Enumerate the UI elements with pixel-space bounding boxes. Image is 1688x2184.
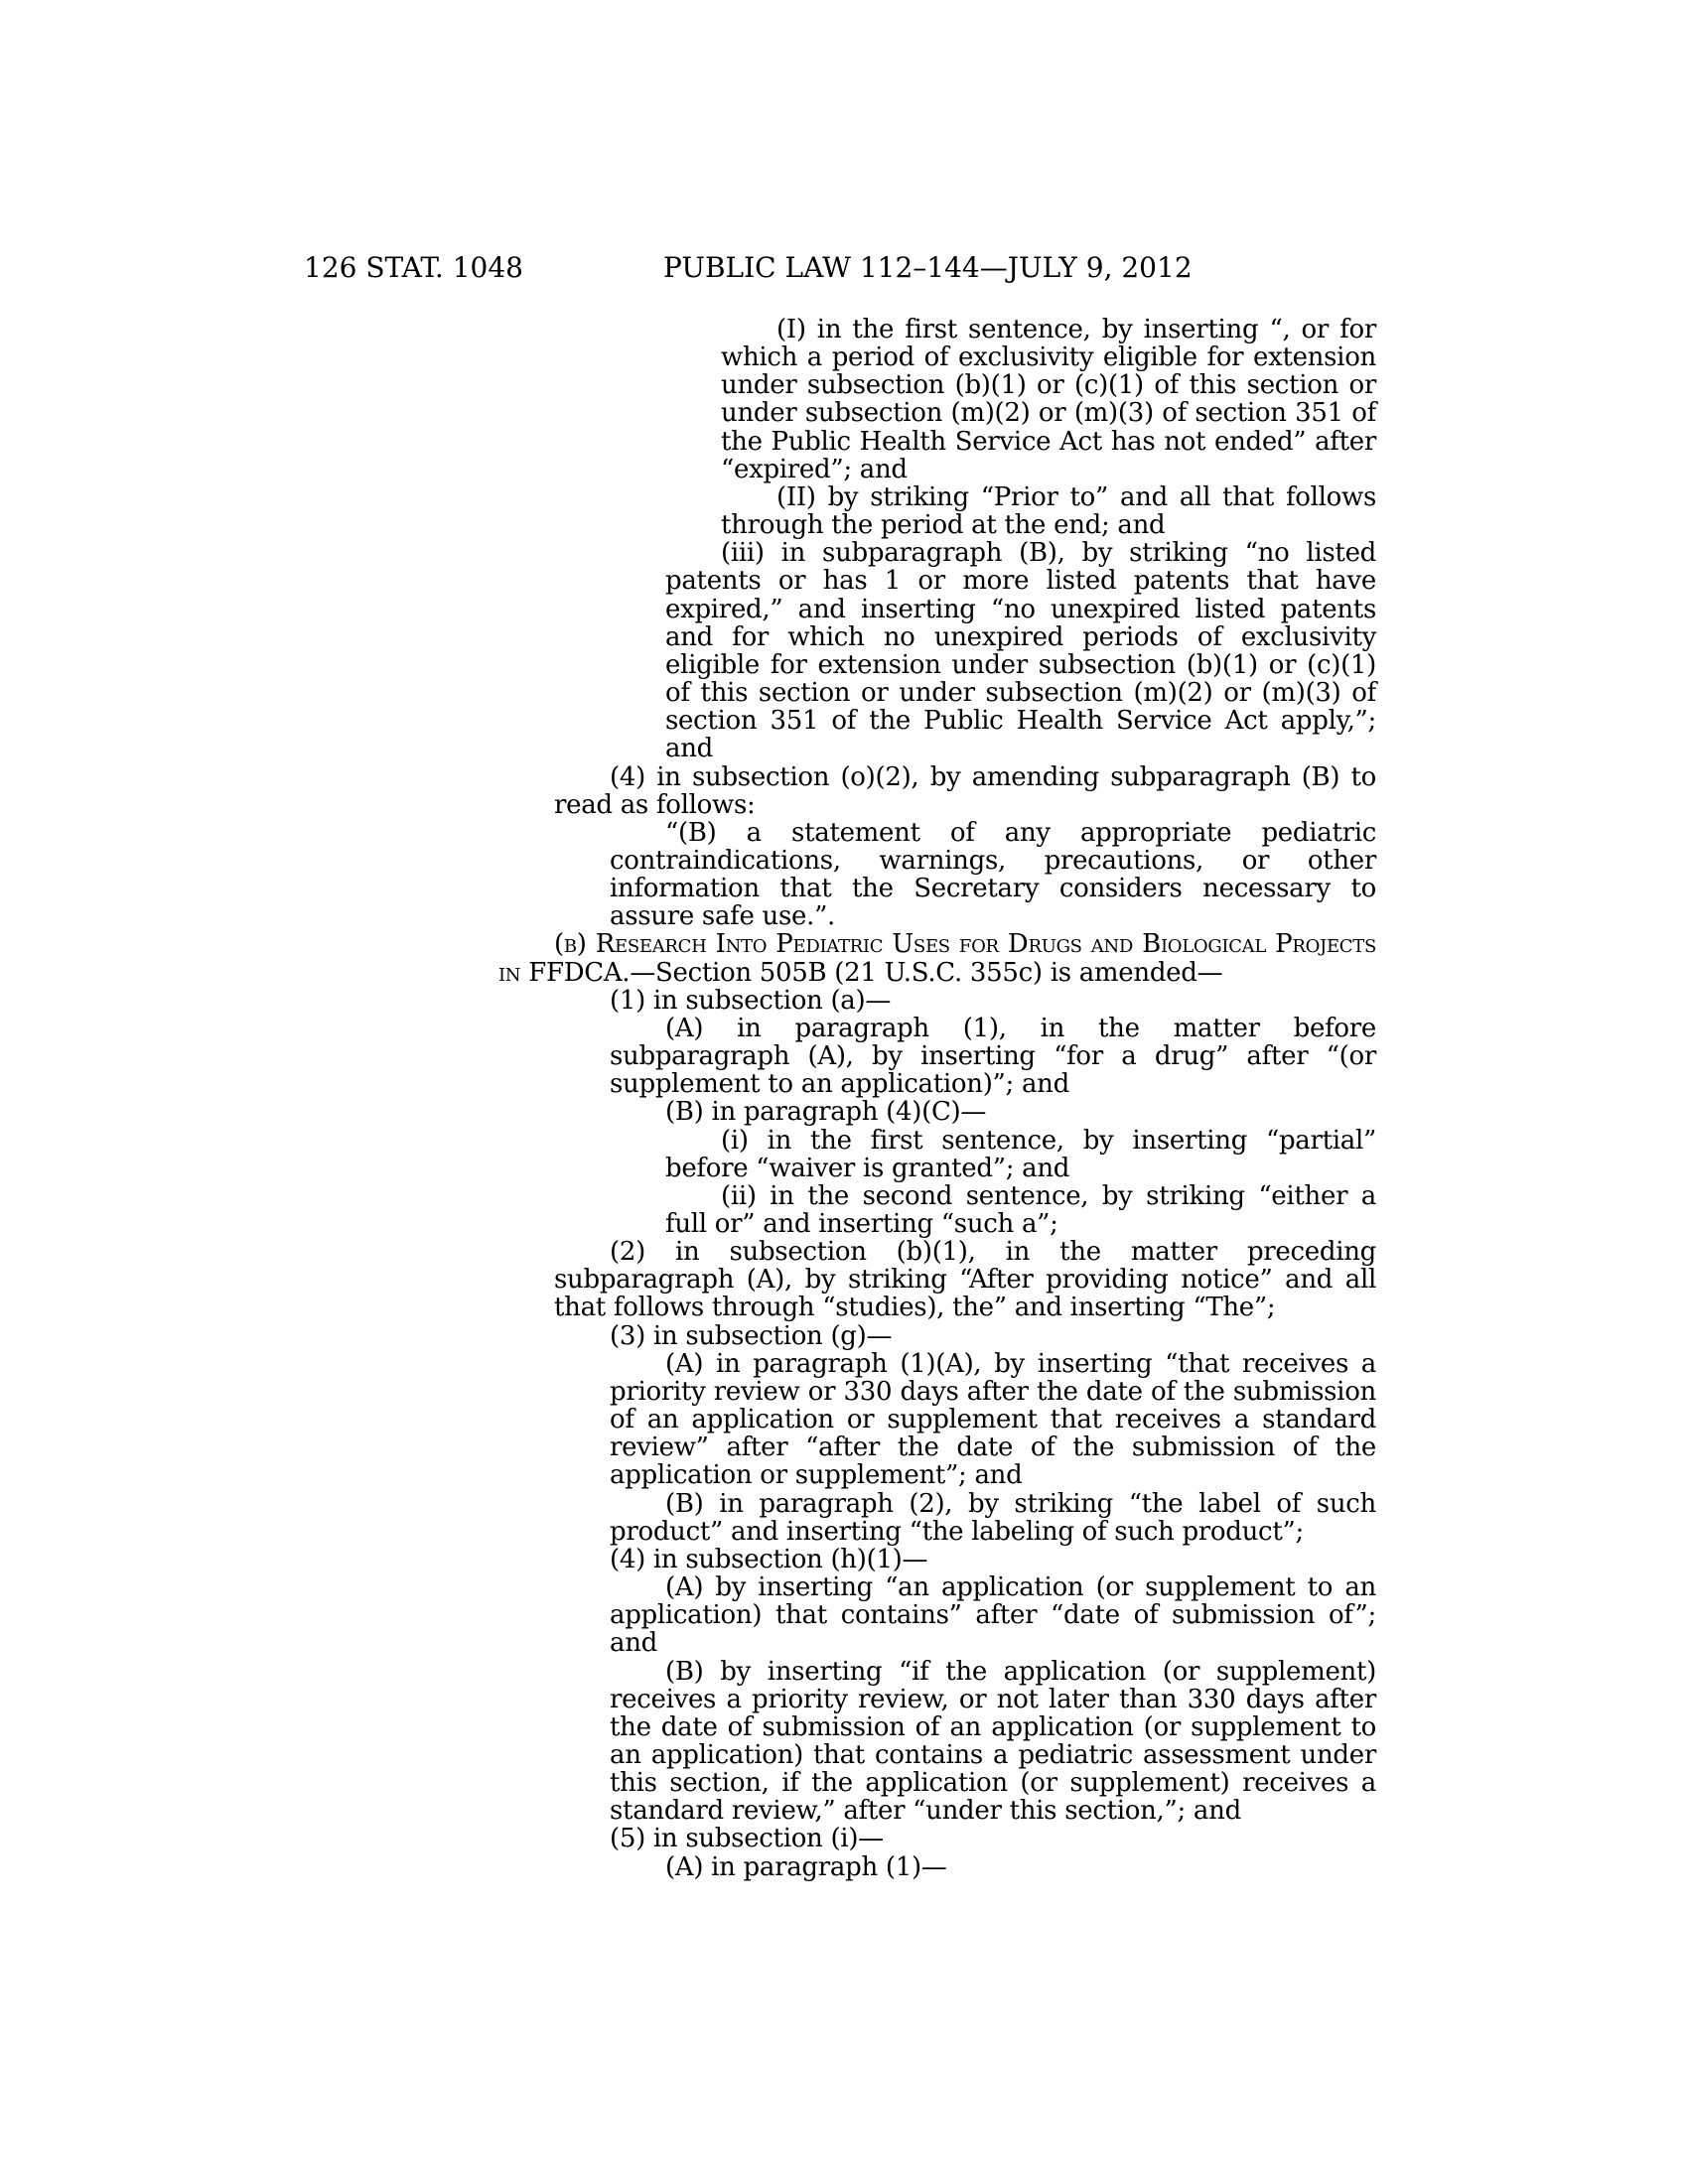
paragraph: (A) in paragraph (1)— xyxy=(665,1851,947,1882)
statute-page-number: 126 STAT. 1048 xyxy=(304,251,523,284)
paragraph: (A) in paragraph (1), in the matter before subparagraph (A), by inserting “for a drug” after “(or supplement to an application)”; and xyxy=(610,1013,1376,1100)
paragraph: (1) in subsection (a)— xyxy=(610,985,892,1016)
paragraph: (2) in subsection (b)(1), in the matter preceding subparagraph (A), by striking “After providing notice” and all that follows through “studies), the” and inserting “The”; xyxy=(554,1237,1376,1323)
paragraph: (I) in the first sentence, by inserting “, or for which a period of exclusivity eligible for extension under subsection (b)(1) or (c)(1) of this section or under subsection (m)(2) or (m)(3) of section 351 of the Public Health Service Act has not ended” after “expired”; and xyxy=(721,315,1376,484)
public-law-title: PUBLIC LAW 112–144—JULY 9, 2012 xyxy=(663,251,1193,284)
paragraph: (B) in paragraph (4)(C)— xyxy=(665,1097,987,1128)
paragraph: (B) in paragraph (2), by striking “the label of such product” and inserting “the labeling of such product”; xyxy=(610,1488,1376,1547)
paragraph: (A) in paragraph (1)(A), by inserting “that receives a priority review or 330 days after the date of the submission of an application or supplement that receives a standard review” after “after the date of the submission of the application or supplement”; and xyxy=(610,1348,1376,1491)
document-body xyxy=(0,316,1688,1881)
paragraph: (A) by inserting “an application (or supplement to an application) that contains” after “date of submission of”; and xyxy=(610,1572,1376,1659)
paragraph: (II) by striking “Prior to” and all that follows through the period at the end; and xyxy=(721,481,1376,541)
paragraph: (i) in the first sentence, by inserting “partial” before “waiver is granted”; and xyxy=(665,1125,1376,1183)
paragraph: (5) in subsection (i)— xyxy=(610,1824,884,1854)
paragraph: (B) by inserting “if the application (or supplement) receives a priority review, or not later than 330 days after the date of submission of an application (or supplement to an application) that contains a pediatric assessment under this section, if the application (or supplement) receives a standard review,” after “under this section,”; and xyxy=(610,1656,1376,1827)
paragraph: (ii) in the second sentence, by striking “either a full or” and inserting “such a”; xyxy=(665,1180,1376,1239)
section-b-heading: (b) Research Into Pediatric Uses for Drugs and Biological Projects in FFDCA. xyxy=(498,929,1376,988)
paragraph: (4) in subsection (o)(2), by amending subparagraph (B) to read as follows: xyxy=(554,761,1376,820)
paragraph: (4) in subsection (h)(1)— xyxy=(610,1544,928,1574)
section-b-body: —Section 505B (21 U.S.C. 355c) is amended— xyxy=(630,957,1223,988)
paragraph: (3) in subsection (g)— xyxy=(610,1320,893,1351)
paragraph: (iii) in subparagraph (B), by striking “no listed patents or has 1 or more listed patents that have expired,” and inserting “no unexpired listed patents and for which no unexpired periods of exclusivity eligible for extension under subsection (b)(1) or (c)(1) of this section or under subsection (m)(2) or (m)(3) of section 351 of the Public Health Service Act apply,”; and xyxy=(665,538,1376,764)
section-b-paragraph xyxy=(498,930,1376,986)
paragraph: “(B) a statement of any appropriate pediatric contraindications, warnings, precautions, or other information that the Secretary considers necessary to assure safe use.”. xyxy=(610,817,1376,932)
page-header xyxy=(0,248,1688,288)
